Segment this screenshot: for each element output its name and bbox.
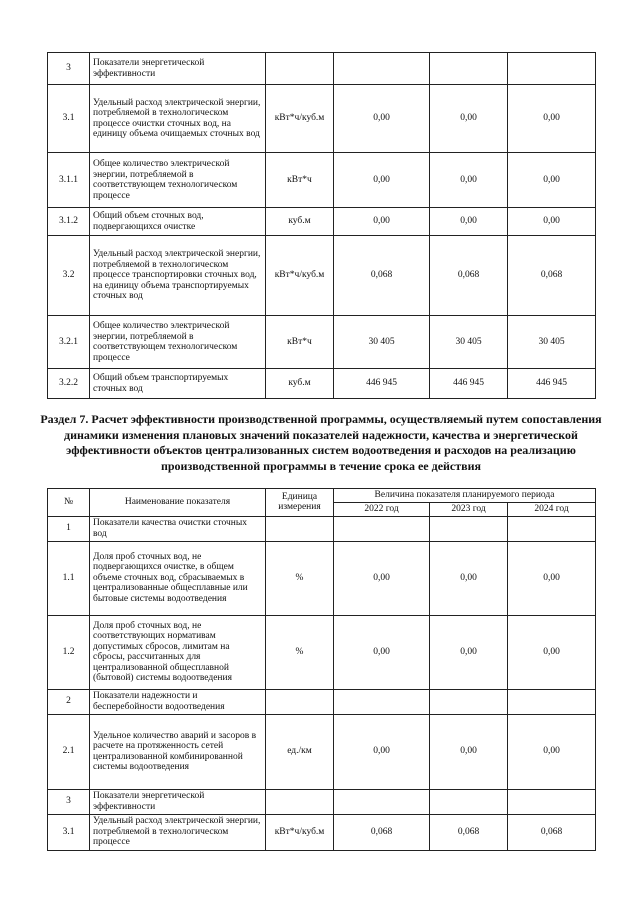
- row-number: 3.1: [48, 814, 90, 850]
- header-unit: Единица измерения: [266, 489, 334, 517]
- value-2023: [430, 516, 508, 541]
- table-row: [48, 53, 596, 85]
- indicator-unit: куб.м: [266, 208, 334, 236]
- value-2023: [430, 689, 508, 714]
- indicator-name: Удельный расход электрической энергии, потребляемой в технологическом процессе транспортировки сточных вод, на единицу объема транспортируемых сточных вод: [90, 236, 266, 316]
- indicators-table: [47, 488, 596, 851]
- indicators-table-continued: [47, 52, 596, 399]
- row-number: 1.1: [48, 541, 90, 615]
- section-7-heading: Раздел 7. Расчет эффективности производственной программы, осуществляемый путем сопоставления динамики изменения плановых значений показателей надежности, качества и энергетической эффективности объектов централизованных систем водоотведения и расходов на реализацию производственной программы в течение срока ее действия: [40, 412, 602, 473]
- indicator-unit: кВт*ч/куб.м: [266, 814, 334, 850]
- value-2023: 0,00: [430, 541, 508, 615]
- header-year-2024: 2024 год: [508, 503, 596, 517]
- header-planned-period: Величина показателя планируемого периода: [334, 489, 596, 503]
- indicator-unit: [266, 689, 334, 714]
- table-row: [48, 689, 596, 714]
- indicator-name: Показатели энергетической эффективности: [90, 53, 266, 85]
- table-header-row: [48, 489, 596, 503]
- table-row: [48, 615, 596, 689]
- value-2024: [508, 789, 596, 814]
- value-2023: 0,00: [430, 85, 508, 153]
- value-2022: 30 405: [334, 316, 430, 369]
- row-number: 3.1.2: [48, 208, 90, 236]
- indicator-unit: куб.м: [266, 369, 334, 399]
- value-2024: 0,00: [508, 615, 596, 689]
- value-2022: 0,00: [334, 153, 430, 208]
- row-number: 3.2: [48, 236, 90, 316]
- indicator-name: Общий объем транспортируемых сточных вод: [90, 369, 266, 399]
- indicator-unit: кВт*ч/куб.м: [266, 236, 334, 316]
- table-row: [48, 714, 596, 789]
- value-2024: 30 405: [508, 316, 596, 369]
- table-row: [48, 369, 596, 399]
- row-number: 3.1.1: [48, 153, 90, 208]
- indicator-unit: [266, 53, 334, 85]
- value-2023: 0,00: [430, 153, 508, 208]
- header-number: №: [48, 489, 90, 517]
- table-row: [48, 814, 596, 850]
- value-2023: [430, 53, 508, 85]
- indicator-name: Общее количество электрической энергии, потребляемой в соответствующем технологическом процессе: [90, 153, 266, 208]
- indicator-name: Удельный расход электрической энергии, потребляемой в технологическом процессе: [90, 814, 266, 850]
- value-2022: [334, 53, 430, 85]
- value-2024: 0,00: [508, 85, 596, 153]
- indicator-unit: [266, 789, 334, 814]
- table-row: [48, 789, 596, 814]
- value-2023: [430, 789, 508, 814]
- indicator-unit: %: [266, 541, 334, 615]
- value-2023: 0,00: [430, 615, 508, 689]
- value-2022: 0,00: [334, 208, 430, 236]
- table-row: [48, 316, 596, 369]
- value-2023: 0,068: [430, 236, 508, 316]
- value-2024: 0,00: [508, 208, 596, 236]
- value-2024: 0,00: [508, 714, 596, 789]
- indicator-name: Показатели качества очистки сточных вод: [90, 516, 266, 541]
- table-row: [48, 541, 596, 615]
- value-2023: 0,00: [430, 714, 508, 789]
- header-year-2022: 2022 год: [334, 503, 430, 517]
- header-indicator-name: Наименование показателя: [90, 489, 266, 517]
- value-2022: 0,068: [334, 814, 430, 850]
- value-2024: 0,00: [508, 541, 596, 615]
- value-2022: 0,00: [334, 541, 430, 615]
- value-2022: 446 945: [334, 369, 430, 399]
- indicator-name: Показатели энергетической эффективности: [90, 789, 266, 814]
- value-2022: 0,00: [334, 85, 430, 153]
- value-2024: 0,00: [508, 153, 596, 208]
- row-number: 3.1: [48, 85, 90, 153]
- indicator-unit: %: [266, 615, 334, 689]
- indicator-name: Удельный расход электрической энергии, потребляемой в технологическом процессе очистки сточных вод, на единицу объема очищаемых сточных вод: [90, 85, 266, 153]
- indicator-name: Общее количество электрической энергии, потребляемой в соответствующем технологическом процессе: [90, 316, 266, 369]
- table-row: [48, 208, 596, 236]
- indicator-unit: кВт*ч: [266, 316, 334, 369]
- value-2022: 0,00: [334, 714, 430, 789]
- indicator-unit: [266, 516, 334, 541]
- value-2024: 0,068: [508, 236, 596, 316]
- indicator-name: Общий объем сточных вод, подвергающихся очистке: [90, 208, 266, 236]
- value-2024: [508, 516, 596, 541]
- value-2024: 446 945: [508, 369, 596, 399]
- value-2022: 0,068: [334, 236, 430, 316]
- indicator-unit: кВт*ч/куб.м: [266, 85, 334, 153]
- row-number: 1.2: [48, 615, 90, 689]
- table-row: [48, 153, 596, 208]
- value-2024: 0,068: [508, 814, 596, 850]
- value-2022: [334, 689, 430, 714]
- row-number: 2: [48, 689, 90, 714]
- table-row: [48, 516, 596, 541]
- table-row: [48, 85, 596, 153]
- value-2024: [508, 689, 596, 714]
- row-number: 1: [48, 516, 90, 541]
- value-2023: 446 945: [430, 369, 508, 399]
- indicator-name: Показатели надежности и бесперебойности водоотведения: [90, 689, 266, 714]
- row-number: 3: [48, 53, 90, 85]
- value-2023: 0,068: [430, 814, 508, 850]
- row-number: 3: [48, 789, 90, 814]
- table-row: [48, 236, 596, 316]
- value-2022: [334, 789, 430, 814]
- indicator-name: Удельное количество аварий и засоров в расчете на протяженность сетей централизованной комбинированной системы водоотведения: [90, 714, 266, 789]
- value-2022: 0,00: [334, 615, 430, 689]
- header-year-2023: 2023 год: [430, 503, 508, 517]
- value-2022: [334, 516, 430, 541]
- row-number: 3.2.2: [48, 369, 90, 399]
- value-2023: 0,00: [430, 208, 508, 236]
- row-number: 2.1: [48, 714, 90, 789]
- indicator-name: Доля проб сточных вод, не подвергающихся очистке, в общем объеме сточных вод, сбрасываемых в централизованные общесплавные или бытовые системы водоотведения: [90, 541, 266, 615]
- indicator-name: Доля проб сточных вод, не соответствующих нормативам допустимых сбросов, лимитам на сбросы, рассчитанных для централизованной общесплавной (бытовой) системы водоотведения: [90, 615, 266, 689]
- row-number: 3.2.1: [48, 316, 90, 369]
- indicator-unit: кВт*ч: [266, 153, 334, 208]
- value-2023: 30 405: [430, 316, 508, 369]
- value-2024: [508, 53, 596, 85]
- indicator-unit: ед./км: [266, 714, 334, 789]
